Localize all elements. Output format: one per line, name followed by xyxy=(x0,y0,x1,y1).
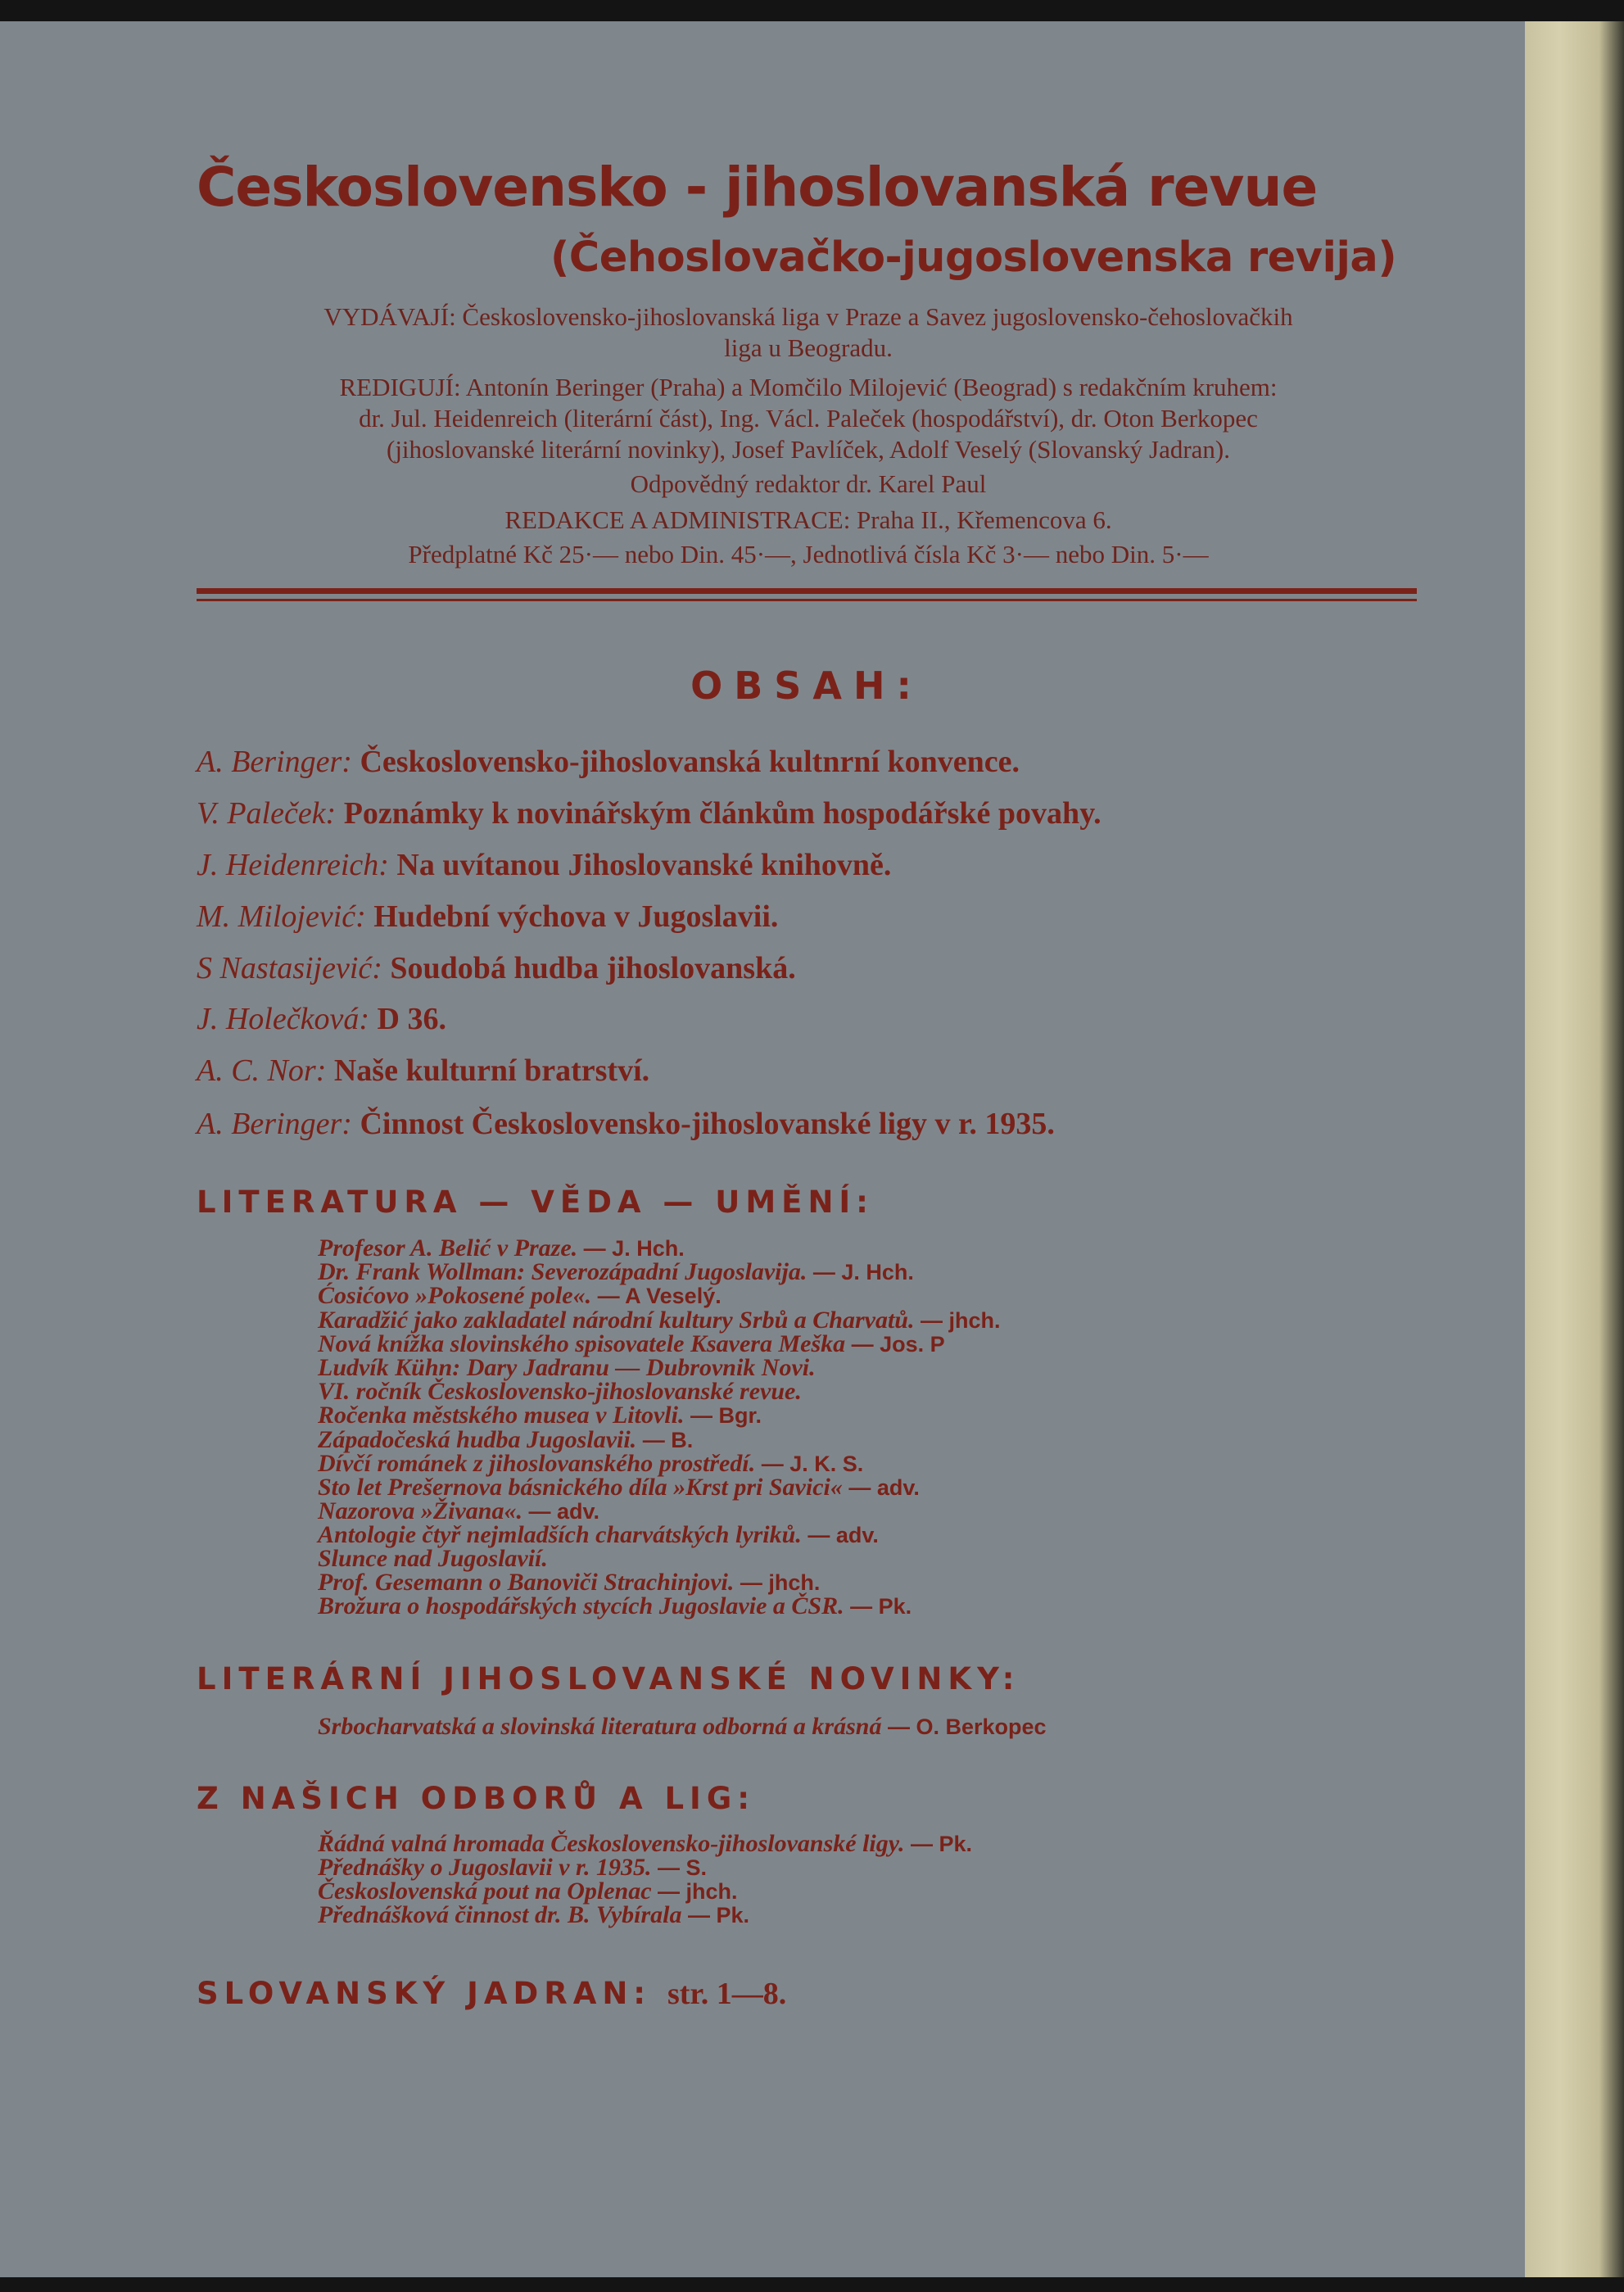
divider-thin xyxy=(197,599,1417,601)
list-item xyxy=(318,1236,685,1261)
list-item xyxy=(318,1308,1001,1333)
list-item xyxy=(318,1594,912,1619)
divider-thick xyxy=(197,588,1417,594)
item-signature: — jhch. xyxy=(651,1879,738,1904)
list-item xyxy=(318,1452,863,1476)
item-signature: — Bgr. xyxy=(684,1403,762,1428)
item-title: Ludvík Kühn: Dary Jadranu — Dubrovnik Novi. xyxy=(318,1354,816,1381)
toc-title: Československo-jihoslovanská kultnrní konvence. xyxy=(360,745,1020,779)
toc-author: J. Heidenreich: xyxy=(197,848,389,882)
subscription-prices: Předplatné Kč 25·— nebo Din. 45·—, Jednotlivá čísla Kč 3·— nebo Din. 5·— xyxy=(408,540,1209,568)
section-heading-literature: LITERATURA — VĚDA — UMĚNÍ: xyxy=(197,1185,874,1220)
item-signature: — adv. xyxy=(801,1523,879,1547)
list-item xyxy=(318,1855,707,1880)
item-title: Antologie čtyř nejmladších charvátských lyriků. xyxy=(318,1521,802,1548)
item-signature: — Pk. xyxy=(681,1903,750,1927)
item-title: Prof. Gesemann o Banoviči Strachinjovi. xyxy=(318,1569,735,1596)
item-title: Karadžić jako zakladatel národní kultury Srbů a Charvatů. xyxy=(318,1307,915,1334)
toc-author: V. Paleček: xyxy=(197,796,337,831)
item-signature: — B. xyxy=(636,1428,694,1452)
toc-author: J. Holečková: xyxy=(197,1002,369,1036)
list-item xyxy=(318,1260,914,1284)
publisher-line-cont: liga u Beogradu. xyxy=(724,333,893,362)
editors-line: REDIGUJÍ: Antonín Beringer (Praha) a Momčilo Milojević (Beograd) s redakčním kruhem: xyxy=(339,373,1278,401)
toc-title: D 36. xyxy=(377,1002,446,1036)
item-signature: — Jos. P xyxy=(845,1332,945,1357)
toc-title: Činnost Československo-jihoslovanské ligy v r. 1935. xyxy=(360,1107,1055,1141)
item-title: Nová knížka slovinského spisovatele Ksavera Meška xyxy=(318,1330,846,1357)
list-item xyxy=(318,1403,762,1428)
toc-entry xyxy=(197,1001,446,1037)
item-signature: — jhch. xyxy=(734,1570,821,1595)
journal-title: Československo - jihoslovanská revue xyxy=(197,156,1318,219)
item-title: Brožura o hospodářských stycích Jugoslavie a ČSR. xyxy=(318,1592,844,1619)
toc-title: Poznámky k novinářským článkům hospodářské povahy. xyxy=(343,796,1102,831)
item-title: Ročenka městského musea v Litovli. xyxy=(318,1402,685,1429)
toc-author: M. Milojević: xyxy=(197,899,366,934)
item-signature: — O. Berkopec xyxy=(881,1714,1047,1739)
toc-author: S Nastasijević: xyxy=(197,951,382,985)
toc-entry xyxy=(197,795,1102,831)
toc-entry xyxy=(197,1106,1055,1142)
section-heading-odbory: Z NAŠICH ODBORŮ A LIG: xyxy=(197,1781,755,1816)
list-item xyxy=(318,1284,722,1308)
list-item xyxy=(318,1523,879,1547)
list-item xyxy=(318,1428,693,1452)
list-item xyxy=(318,1475,920,1500)
responsible-editor: Odpovědný redaktor dr. Karel Paul xyxy=(630,469,987,498)
item-title: Přednášky o Jugoslavii v r. 1935. xyxy=(318,1854,652,1881)
item-title: VI. ročník Československo-jihoslovanské revue. xyxy=(318,1378,802,1405)
toc-author: A. Beringer: xyxy=(197,745,352,779)
toc-entry xyxy=(197,744,1020,780)
editors-line-cont: dr. Jul. Heidenreich (literární část), Ing. Václ. Paleček (hospodářství), dr. Oton Berkopec xyxy=(359,404,1258,433)
item-title: Dr. Frank Wollman: Severozápadní Jugoslavija. xyxy=(318,1258,807,1285)
item-title: Profesor A. Belić v Praze. xyxy=(318,1234,578,1262)
item-title: Nazorova »Živana«. xyxy=(318,1497,522,1524)
list-item xyxy=(318,1332,945,1357)
contents-heading: OBSAH: xyxy=(690,664,923,708)
item-title: Slunce nad Jugoslavií. xyxy=(318,1545,548,1572)
list-item xyxy=(318,1832,972,1856)
scan-border-top xyxy=(0,0,1624,21)
item-signature: — adv. xyxy=(842,1475,920,1500)
item-title: Západočeská hudba Jugoslavii. xyxy=(318,1426,637,1453)
journal-subtitle: (Čehoslovačko-jugoslovenska revija) xyxy=(550,233,1397,282)
item-title: Ćosićovo »Pokosené pole«. xyxy=(318,1282,592,1309)
item-title: Československá pout na Oplenac xyxy=(318,1878,652,1905)
toc-entry xyxy=(197,847,891,883)
list-item xyxy=(318,1547,548,1571)
editorial-address: REDAKCE A ADMINISTRACE: Praha II., Křemencova 6. xyxy=(504,505,1112,534)
item-title: Sto let Prešernova básnického díla »Krst pri Savici« xyxy=(318,1474,843,1501)
section-heading-jadran xyxy=(197,1976,786,2012)
section-heading-novinky: LITERÁRNÍ JIHOSLOVANSKÉ NOVINKY: xyxy=(197,1661,1020,1696)
item-signature: — jhch. xyxy=(914,1308,1001,1333)
jadran-pages: str. 1—8. xyxy=(667,1977,787,2011)
item-signature: — J. Hch. xyxy=(807,1260,914,1284)
item-title: Srbocharvatská a slovinská literatura odborná a krásná xyxy=(318,1713,882,1740)
toc-entry xyxy=(197,1053,649,1089)
toc-title: Naše kulturní bratrství. xyxy=(333,1053,650,1088)
publisher-line: VYDÁVAJÍ: Československo-jihoslovanská liga v Praze a Savez jugoslovensko-čehoslovačkih xyxy=(323,302,1293,331)
item-signature: — adv. xyxy=(522,1499,600,1524)
item-signature: — Pk. xyxy=(904,1832,972,1856)
toc-entry xyxy=(197,950,796,986)
item-title: Přednášková činnost dr. B. Vybírala xyxy=(318,1901,682,1928)
toc-author: A. C. Nor: xyxy=(197,1053,327,1088)
item-signature: — J. Hch. xyxy=(577,1236,685,1261)
list-item xyxy=(318,1499,599,1524)
item-signature: — J. K. S. xyxy=(755,1452,864,1476)
item-title: Dívčí románek z jihoslovanského prostředí. xyxy=(318,1450,756,1477)
list-item xyxy=(318,1570,820,1595)
list-item xyxy=(318,1714,1047,1739)
jadran-heading: SLOVANSKÝ JADRAN: xyxy=(197,1976,652,2011)
toc-entry xyxy=(197,899,778,935)
list-item xyxy=(318,1879,738,1904)
scan-border-bottom xyxy=(0,2277,1624,2292)
toc-author: A. Beringer: xyxy=(197,1107,352,1141)
toc-title: Na uvítanou Jihoslovanské knihovně. xyxy=(396,848,892,882)
item-title: Řádná valná hromada Československo-jihoslovanské ligy. xyxy=(318,1830,905,1857)
list-item xyxy=(318,1379,802,1404)
item-signature: — S. xyxy=(651,1855,708,1880)
list-item xyxy=(318,1356,816,1380)
page-edge xyxy=(1525,0,1624,2292)
list-item xyxy=(318,1903,749,1927)
editors-line-cont2: (jihoslovanské literární novinky), Josef Pavlíček, Adolf Veselý (Slovanský Jadran). xyxy=(387,435,1230,464)
item-signature: — A Veselý. xyxy=(591,1284,722,1308)
toc-title: Hudební výchova v Jugoslavii. xyxy=(373,899,779,934)
item-signature: — Pk. xyxy=(844,1594,912,1619)
toc-title: Soudobá hudba jihoslovanská. xyxy=(390,951,796,985)
